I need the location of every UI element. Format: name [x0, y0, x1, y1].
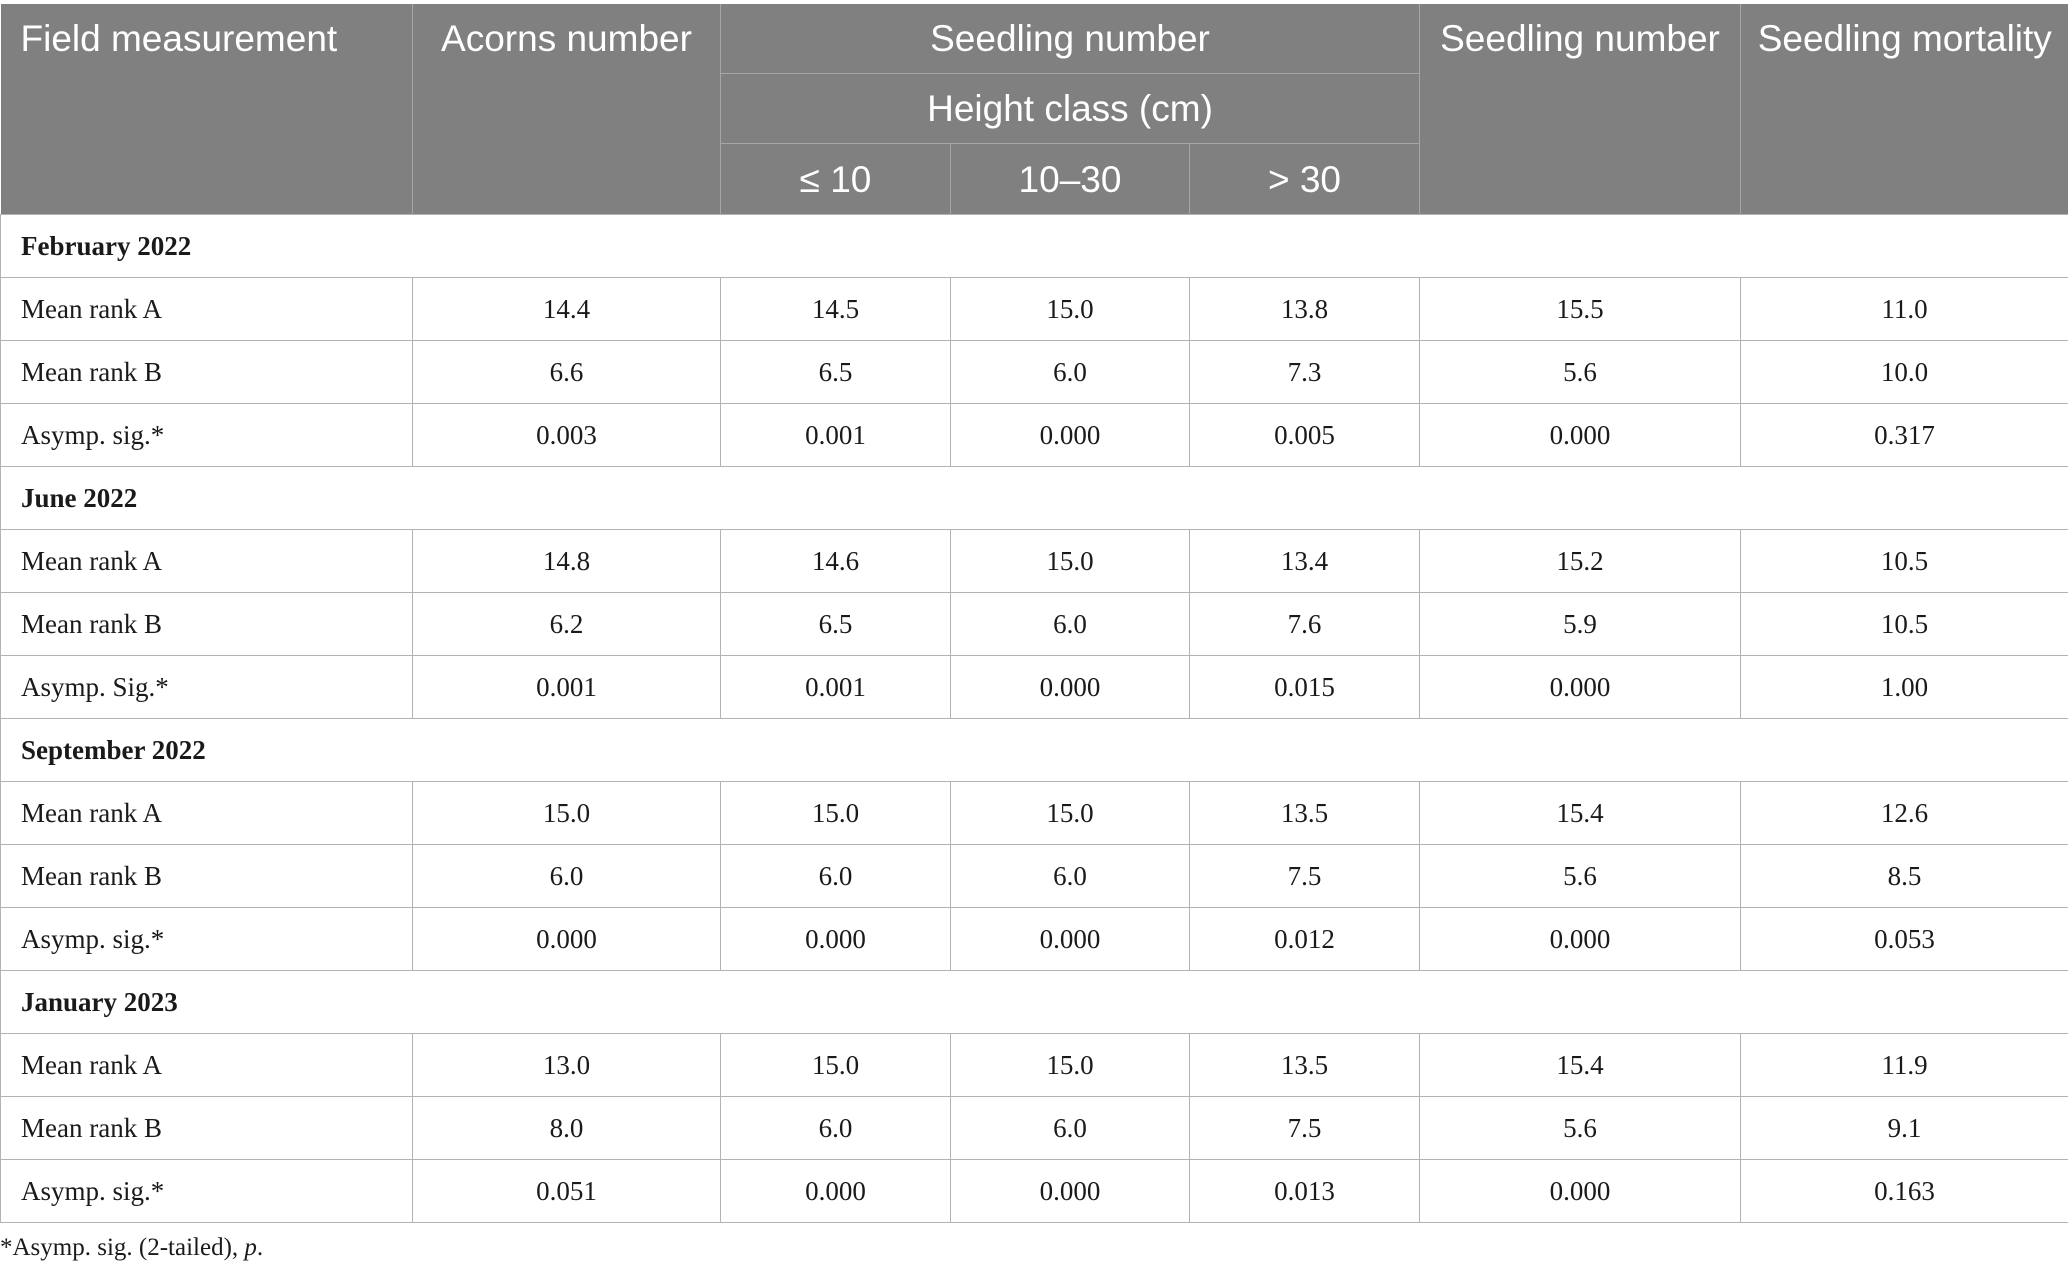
table-header: [1, 4, 2068, 215]
section-title: June 2022: [1, 467, 2068, 530]
footnote-p: p: [244, 1234, 257, 1261]
table-cell: 6.0: [951, 593, 1190, 656]
section-title: September 2022: [1, 719, 2068, 782]
table-cell: 0.000: [1420, 908, 1741, 971]
table-cell: 6.0: [951, 845, 1190, 908]
table-cell: 15.0: [721, 1034, 951, 1097]
section-row: [1, 719, 2068, 782]
results-table: [0, 4, 2068, 1223]
table-cell: 0.000: [721, 908, 951, 971]
table-cell: 0.001: [721, 656, 951, 719]
table-cell: 10.0: [1741, 341, 2068, 404]
footnote-end: .: [256, 1234, 264, 1261]
table-cell: 0.000: [951, 1160, 1190, 1223]
table-row: [1, 593, 2068, 656]
table-cell: 14.4: [413, 278, 721, 341]
table-cell: 5.9: [1420, 593, 1741, 656]
footnote-text: *Asymp. sig. (2-tailed),: [0, 1234, 245, 1261]
table-cell: 15.0: [413, 782, 721, 845]
table-row: [1, 782, 2068, 845]
row-label: Mean rank A: [1, 782, 413, 845]
table-cell: 0.051: [413, 1160, 721, 1223]
table-cell: 0.015: [1190, 656, 1420, 719]
table-cell: 6.0: [951, 1097, 1190, 1160]
table-cell: 9.1: [1741, 1097, 2068, 1160]
header-seedling-mortality: Seedling mortality: [1741, 4, 2068, 144]
table-cell: 7.5: [1190, 1097, 1420, 1160]
table-cell: 0.000: [721, 1160, 951, 1223]
header-field-measurement: Field measurement: [1, 4, 413, 215]
table-cell: 0.163: [1741, 1160, 2068, 1223]
table-cell: 6.6: [413, 341, 721, 404]
row-label: Mean rank A: [1, 278, 413, 341]
table-cell: 13.8: [1190, 278, 1420, 341]
table-cell: 15.0: [951, 530, 1190, 593]
table-cell: 0.001: [721, 404, 951, 467]
table-row: [1, 908, 2068, 971]
table-cell: 0.000: [1420, 404, 1741, 467]
table-cell: 13.5: [1190, 1034, 1420, 1097]
table-body: [1, 215, 2068, 1223]
table-cell: 15.0: [721, 782, 951, 845]
table-row: [1, 845, 2068, 908]
section-title: January 2023: [1, 971, 2068, 1034]
table-cell: 5.6: [1420, 845, 1741, 908]
header-seedling-mortality-blank: [1741, 144, 2068, 215]
table-cell: 8.5: [1741, 845, 2068, 908]
table-cell: 7.6: [1190, 593, 1420, 656]
row-label: Mean rank A: [1, 530, 413, 593]
table-cell: 12.6: [1741, 782, 2068, 845]
table-cell: 0.012: [1190, 908, 1420, 971]
row-label: Asymp. sig.*: [1, 404, 413, 467]
table-cell: 6.5: [721, 593, 951, 656]
table-cell: 5.6: [1420, 1097, 1741, 1160]
header-seedling-number-group: Seedling number: [721, 4, 1420, 74]
table-cell: 0.005: [1190, 404, 1420, 467]
table-cell: 0.000: [1420, 656, 1741, 719]
header-seedling-number: Seedling number: [1420, 4, 1741, 144]
table-cell: 6.0: [721, 845, 951, 908]
results-table-container: [0, 4, 2068, 1223]
table-row: [1, 404, 2068, 467]
table-cell: 6.0: [721, 1097, 951, 1160]
table-cell: 0.001: [413, 656, 721, 719]
table-cell: 10.5: [1741, 593, 2068, 656]
table-cell: 0.053: [1741, 908, 2068, 971]
header-class-gt30: > 30: [1190, 144, 1420, 215]
table-cell: 7.3: [1190, 341, 1420, 404]
table-cell: 14.6: [721, 530, 951, 593]
section-row: [1, 971, 2068, 1034]
table-cell: 13.4: [1190, 530, 1420, 593]
table-cell: 7.5: [1190, 845, 1420, 908]
table-cell: 6.0: [951, 341, 1190, 404]
header-seedling-number-blank: [1420, 144, 1741, 215]
table-cell: 0.000: [1420, 1160, 1741, 1223]
table-row: [1, 1097, 2068, 1160]
table-cell: 15.0: [951, 782, 1190, 845]
section-row: [1, 215, 2068, 278]
table-cell: 0.000: [951, 656, 1190, 719]
section-title: February 2022: [1, 215, 2068, 278]
table-cell: 0.003: [413, 404, 721, 467]
table-cell: 15.5: [1420, 278, 1741, 341]
table-cell: 10.5: [1741, 530, 2068, 593]
table-row: [1, 1160, 2068, 1223]
table-cell: 1.00: [1741, 656, 2068, 719]
table-row: [1, 1034, 2068, 1097]
row-label: Mean rank B: [1, 341, 413, 404]
table-cell: 15.4: [1420, 782, 1741, 845]
header-height-class: Height class (cm): [721, 74, 1420, 144]
table-row: [1, 341, 2068, 404]
table-cell: 13.0: [413, 1034, 721, 1097]
row-label: Asymp. sig.*: [1, 908, 413, 971]
table-cell: 11.9: [1741, 1034, 2068, 1097]
table-cell: 15.2: [1420, 530, 1741, 593]
table-row: [1, 656, 2068, 719]
table-cell: 0.317: [1741, 404, 2068, 467]
table-cell: 6.5: [721, 341, 951, 404]
row-label: Asymp. Sig.*: [1, 656, 413, 719]
table-row: [1, 530, 2068, 593]
section-row: [1, 467, 2068, 530]
table-cell: 0.000: [413, 908, 721, 971]
table-row: [1, 278, 2068, 341]
table-cell: 15.0: [951, 1034, 1190, 1097]
header-class-le10: ≤ 10: [721, 144, 951, 215]
table-cell: 5.6: [1420, 341, 1741, 404]
header-class-10-30: 10–30: [951, 144, 1190, 215]
table-cell: 0.000: [951, 404, 1190, 467]
table-cell: 8.0: [413, 1097, 721, 1160]
table-cell: 14.5: [721, 278, 951, 341]
row-label: Asymp. sig.*: [1, 1160, 413, 1223]
table-cell: 13.5: [1190, 782, 1420, 845]
table-cell: 0.013: [1190, 1160, 1420, 1223]
row-label: Mean rank B: [1, 845, 413, 908]
table-cell: 15.4: [1420, 1034, 1741, 1097]
table-cell: 6.2: [413, 593, 721, 656]
table-cell: 15.0: [951, 278, 1190, 341]
row-label: Mean rank B: [1, 593, 413, 656]
table-cell: 11.0: [1741, 278, 2068, 341]
table-cell: 14.8: [413, 530, 721, 593]
table-cell: 0.000: [951, 908, 1190, 971]
row-label: Mean rank B: [1, 1097, 413, 1160]
header-acorns-number: Acorns number: [413, 4, 721, 215]
table-cell: 6.0: [413, 845, 721, 908]
table-footnote: [0, 1234, 263, 1262]
row-label: Mean rank A: [1, 1034, 413, 1097]
